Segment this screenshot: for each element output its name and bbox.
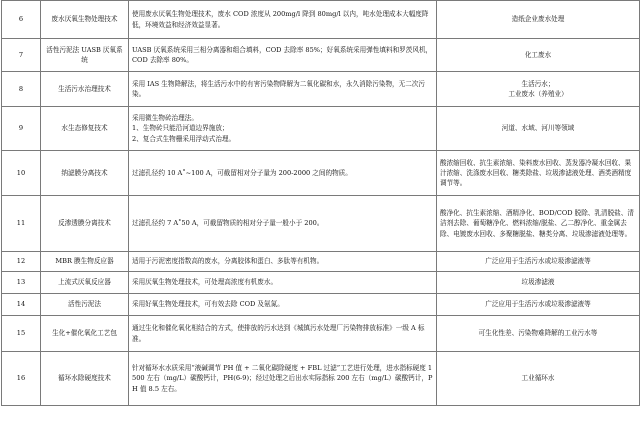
application-field: 垃圾渗滤液 [437,272,640,294]
application-field: 广泛应用于生活污水或垃圾渗滤液等 [437,252,640,272]
technology-table [1,0,640,406]
technology-description: 采用微生物砖治理法。 1、生物砖只能沿河道边界施放； 2、复合式生物栅采用浮动式治理。 [129,107,437,151]
table-row [2,252,640,272]
row-number: 9 [2,107,41,151]
table-row [2,72,640,107]
technology-name: MBR 膜生物反应器 [41,252,129,272]
technology-description: 针对循环水水质采用“液碱调节 PH 值 + 二氧化碳除硬度 + FBL 过滤”工艺进行处理，进水指标硬度 1500 左右（mg/L）碳酸钙计，PH(6-9)；经过处理之后出水实际指标 200 左右（mg/L）碳酸钙计，PH 值 8.5 左右。 [129,352,437,406]
technology-description: UASB 厌氧系统采用三相分离器和组合填料，COD 去除率 85%；好氧系统采用弹性填料和罗茨风机，COD 去除率 80%。 [129,39,437,72]
technology-name: 上流式厌氧反应器 [41,272,129,294]
technology-name: 循环水除硬度技术 [41,352,129,406]
technology-description: 采用 IAS 生物降解法，将生活污水中的有害污染物降解为二氧化碳和水，永久消除污染物，无二次污染。 [129,72,437,107]
technology-description: 采用好氧生物处理技术，可有效去除 COD 及氨氮。 [129,294,437,316]
row-number: 14 [2,294,41,316]
table-row [2,1,640,39]
technology-description: 适用于污泥密度指数高的废水，分离胶体和蛋白、多肽等有机物。 [129,252,437,272]
table-row [2,196,640,252]
technology-description: 采用厌氧生物处理技术，可处理高浓度有机废水。 [129,272,437,294]
application-field: 生活污水； 工业废水（养殖业） [437,72,640,107]
technology-description: 过滤孔径约 7 A˚50 A，可截留物质的相对分子量一般小于 200。 [129,196,437,252]
technology-name: 生化+催化氧化工艺包 [41,316,129,352]
application-field: 酸净化、抗生素浓缩、酒精净化、BOD/COD 脱除、乳清脱盐、清洁剂去除、葡萄糖净化、燃料浓缩/脱盐、乙二醇净化、重金属去除、电镀废水回收、多聚糖脱盐、糖类分离、垃圾渗滤液处理等。 [437,196,640,252]
table-row [2,316,640,352]
row-number: 10 [2,151,41,196]
row-number: 7 [2,39,41,72]
row-number: 6 [2,1,41,39]
application-field: 可生化性差、污染物难降解的工业污水等 [437,316,640,352]
technology-name: 纳滤膜分离技术 [41,151,129,196]
table-row [2,272,640,294]
technology-description: 使用废水厌氧生物处理技术，废水 COD 浓度从 200mg/l 降到 80mg/l 以内，吨水处理成本大幅度降低，环境效益和经济效益显著。 [129,1,437,39]
table-row [2,107,640,151]
application-field: 酸浓缩回收、抗生素浓缩、染料废水回收、蒸发器冷凝水回收、果汁浓缩、洗涤废水回收、糖类除盐、垃圾渗滤液处理、酒类酒精度调节等。 [437,151,640,196]
table-row [2,352,640,406]
table-row [2,151,640,196]
technology-name: 反渗透膜分离技术 [41,196,129,252]
application-field: 河道、水域、河川等领域 [437,107,640,151]
technology-name: 活性污泥法 [41,294,129,316]
application-field: 工业循环水 [437,352,640,406]
row-number: 13 [2,272,41,294]
application-field: 造纸企业废水处理 [437,1,640,39]
row-number: 16 [2,352,41,406]
row-number: 11 [2,196,41,252]
technology-name: 生活污水治理技术 [41,72,129,107]
technology-name: 水生态修复技术 [41,107,129,151]
technology-name: 废水厌氧生物处理技术 [41,1,129,39]
table-row [2,294,640,316]
application-field: 广泛应用于生活污水或垃圾渗滤液等 [437,294,640,316]
row-number: 15 [2,316,41,352]
row-number: 8 [2,72,41,107]
application-field: 化工废水 [437,39,640,72]
table-row [2,39,640,72]
row-number: 12 [2,252,41,272]
technology-description: 过滤孔径约 10 A˚~100 A，可截留相对分子量为 200-2000 之间的物质。 [129,151,437,196]
technology-name: 活性污泥法 UASB 厌氧系统 [41,39,129,72]
technology-description: 通过生化和催化氧化相结合的方式，使排放的污水达到《城镇污水处理厂污染物排放标准》一级 A 标准。 [129,316,437,352]
